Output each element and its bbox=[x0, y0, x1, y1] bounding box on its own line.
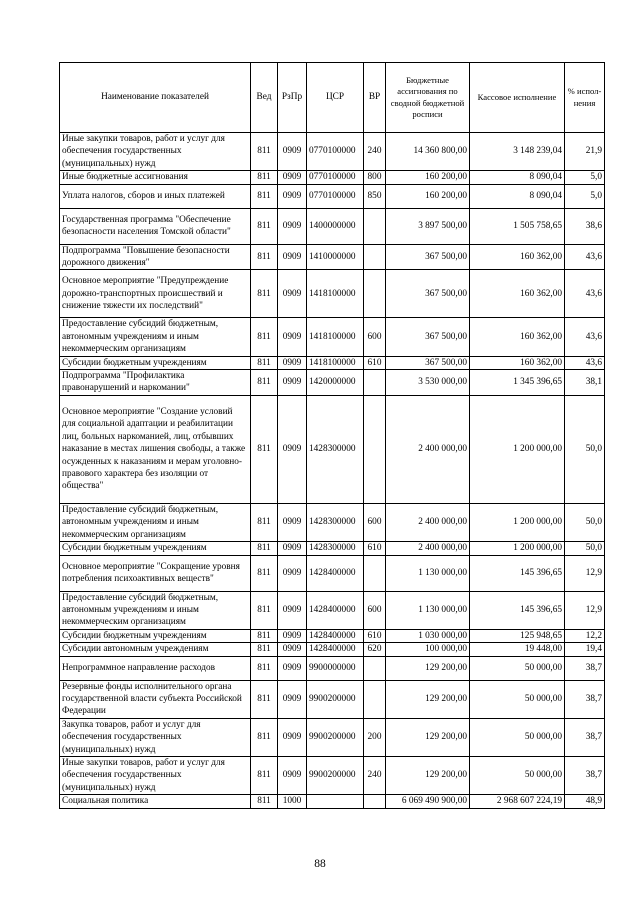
row-rzpr: 0909 bbox=[278, 629, 307, 642]
row-rzpr: 0909 bbox=[278, 370, 307, 396]
row-executed: 1 345 396,65 bbox=[470, 370, 565, 396]
row-vr: 800 bbox=[364, 171, 386, 184]
row-vr: 610 bbox=[364, 542, 386, 555]
row-csr bbox=[307, 795, 364, 808]
row-assigned: 3 530 000,00 bbox=[386, 370, 470, 396]
row-ved: 811 bbox=[251, 370, 278, 396]
table-row bbox=[60, 591, 605, 629]
row-assigned: 14 360 800,00 bbox=[386, 133, 470, 171]
row-rzpr: 0909 bbox=[278, 318, 307, 356]
row-assigned: 1 130 000,00 bbox=[386, 555, 470, 591]
row-csr: 1400000000 bbox=[307, 208, 364, 244]
row-assigned: 129 200,00 bbox=[386, 680, 470, 718]
row-assigned: 367 500,00 bbox=[386, 356, 470, 369]
row-percent: 43,6 bbox=[565, 244, 605, 270]
row-percent: 38,7 bbox=[565, 718, 605, 756]
table-row bbox=[60, 318, 605, 356]
table-row bbox=[60, 643, 605, 656]
row-executed: 1 505 758,65 bbox=[470, 208, 565, 244]
header-assigned: Бюджетные ассигнования по сводной бюджетной росписи bbox=[386, 63, 470, 133]
row-percent: 43,6 bbox=[565, 270, 605, 318]
row-percent: 43,6 bbox=[565, 356, 605, 369]
row-percent: 5,0 bbox=[565, 184, 605, 208]
row-rzpr: 0909 bbox=[278, 395, 307, 503]
header-csr: ЦСР bbox=[307, 63, 364, 133]
row-percent: 38,7 bbox=[565, 756, 605, 794]
table-body bbox=[60, 133, 605, 809]
row-name: Субсидии автономным учреждениям bbox=[60, 643, 251, 656]
row-executed: 160 362,00 bbox=[470, 244, 565, 270]
row-rzpr: 0909 bbox=[278, 133, 307, 171]
row-executed: 8 090,04 bbox=[470, 184, 565, 208]
table-row bbox=[60, 680, 605, 718]
row-name: Резервные фонды исполнительного органа государственной власти субъекта Российской Федерации bbox=[60, 680, 251, 718]
row-rzpr: 0909 bbox=[278, 656, 307, 680]
row-executed: 8 090,04 bbox=[470, 171, 565, 184]
row-ved: 811 bbox=[251, 395, 278, 503]
row-csr: 9900200000 bbox=[307, 680, 364, 718]
table-row bbox=[60, 542, 605, 555]
row-csr: 0770100000 bbox=[307, 133, 364, 171]
row-assigned: 129 200,00 bbox=[386, 718, 470, 756]
row-ved: 811 bbox=[251, 643, 278, 656]
row-csr: 1428300000 bbox=[307, 503, 364, 541]
row-name: Субсидии бюджетным учреждениям bbox=[60, 542, 251, 555]
row-assigned: 367 500,00 bbox=[386, 244, 470, 270]
row-csr: 0770100000 bbox=[307, 171, 364, 184]
row-executed: 1 200 000,00 bbox=[470, 395, 565, 503]
row-name: Иные закупки товаров, работ и услуг для обеспечения государственных (муниципальных) нужд bbox=[60, 756, 251, 794]
row-csr: 9900200000 bbox=[307, 718, 364, 756]
row-ved: 811 bbox=[251, 171, 278, 184]
row-ved: 811 bbox=[251, 503, 278, 541]
row-assigned: 129 200,00 bbox=[386, 656, 470, 680]
row-executed: 50 000,00 bbox=[470, 656, 565, 680]
row-ved: 811 bbox=[251, 680, 278, 718]
row-executed: 125 948,65 bbox=[470, 629, 565, 642]
row-assigned: 129 200,00 bbox=[386, 756, 470, 794]
row-name: Иные закупки товаров, работ и услуг для обеспечения государственных (муниципальных) нужд bbox=[60, 133, 251, 171]
row-assigned: 1 030 000,00 bbox=[386, 629, 470, 642]
table-row bbox=[60, 629, 605, 642]
row-vr bbox=[364, 680, 386, 718]
row-executed: 1 200 000,00 bbox=[470, 503, 565, 541]
row-csr: 1418100000 bbox=[307, 270, 364, 318]
row-vr bbox=[364, 208, 386, 244]
row-rzpr: 0909 bbox=[278, 542, 307, 555]
row-percent: 5,0 bbox=[565, 171, 605, 184]
row-name: Подпрограмма "Повышение безопасности дорожного движения" bbox=[60, 244, 251, 270]
row-ved: 811 bbox=[251, 756, 278, 794]
row-percent: 21,9 bbox=[565, 133, 605, 171]
row-executed: 3 148 239,04 bbox=[470, 133, 565, 171]
table-row bbox=[60, 171, 605, 184]
row-ved: 811 bbox=[251, 629, 278, 642]
row-rzpr: 0909 bbox=[278, 244, 307, 270]
row-assigned: 160 200,00 bbox=[386, 184, 470, 208]
row-vr: 600 bbox=[364, 503, 386, 541]
row-percent: 12,9 bbox=[565, 591, 605, 629]
table-row bbox=[60, 356, 605, 369]
row-name: Предоставление субсидий бюджетным, автономным учреждениям и иным некоммерческим организациям bbox=[60, 503, 251, 541]
row-executed: 145 396,65 bbox=[470, 555, 565, 591]
row-ved: 811 bbox=[251, 133, 278, 171]
header-ved: Вед bbox=[251, 63, 278, 133]
row-percent: 38,6 bbox=[565, 208, 605, 244]
row-name: Субсидии бюджетным учреждениям bbox=[60, 629, 251, 642]
table-header-row bbox=[60, 63, 605, 133]
row-vr: 610 bbox=[364, 629, 386, 642]
row-assigned: 1 130 000,00 bbox=[386, 591, 470, 629]
row-ved: 811 bbox=[251, 656, 278, 680]
row-rzpr: 0909 bbox=[278, 503, 307, 541]
row-csr: 9900000000 bbox=[307, 656, 364, 680]
row-csr: 1418100000 bbox=[307, 356, 364, 369]
row-executed: 160 362,00 bbox=[470, 318, 565, 356]
table-row bbox=[60, 244, 605, 270]
row-csr: 1410000000 bbox=[307, 244, 364, 270]
row-rzpr: 1000 bbox=[278, 795, 307, 808]
header-vr: ВР bbox=[364, 63, 386, 133]
row-name: Иные бюджетные ассигнования bbox=[60, 171, 251, 184]
table-row bbox=[60, 503, 605, 541]
row-vr: 610 bbox=[364, 356, 386, 369]
row-executed: 145 396,65 bbox=[470, 591, 565, 629]
row-rzpr: 0909 bbox=[278, 643, 307, 656]
row-rzpr: 0909 bbox=[278, 208, 307, 244]
row-csr: 1428400000 bbox=[307, 629, 364, 642]
table-row bbox=[60, 718, 605, 756]
row-rzpr: 0909 bbox=[278, 591, 307, 629]
row-vr bbox=[364, 395, 386, 503]
row-name: Субсидии бюджетным учреждениям bbox=[60, 356, 251, 369]
table-row bbox=[60, 270, 605, 318]
row-executed: 160 362,00 bbox=[470, 270, 565, 318]
row-vr: 240 bbox=[364, 133, 386, 171]
row-vr bbox=[364, 795, 386, 808]
row-rzpr: 0909 bbox=[278, 680, 307, 718]
header-percent: % испол-нения bbox=[565, 63, 605, 133]
row-executed: 50 000,00 bbox=[470, 718, 565, 756]
table-row bbox=[60, 656, 605, 680]
row-ved: 811 bbox=[251, 244, 278, 270]
header-executed: Кассовое исполнение bbox=[470, 63, 565, 133]
row-vr: 240 bbox=[364, 756, 386, 794]
row-ved: 811 bbox=[251, 270, 278, 318]
row-csr: 1428300000 bbox=[307, 395, 364, 503]
row-percent: 38,7 bbox=[565, 656, 605, 680]
row-name: Основное мероприятие "Сокращение уровня потребления психоактивных веществ" bbox=[60, 555, 251, 591]
page-number: 88 bbox=[314, 858, 326, 870]
row-vr: 600 bbox=[364, 591, 386, 629]
row-vr bbox=[364, 656, 386, 680]
row-percent: 50,0 bbox=[565, 503, 605, 541]
table-row bbox=[60, 184, 605, 208]
row-name: Социальная политика bbox=[60, 795, 251, 808]
row-name: Государственная программа "Обеспечение безопасности населения Томской области" bbox=[60, 208, 251, 244]
row-vr: 620 bbox=[364, 643, 386, 656]
row-name: Предоставление субсидий бюджетным, автономным учреждениям и иным некоммерческим организациям bbox=[60, 318, 251, 356]
row-percent: 38,7 bbox=[565, 680, 605, 718]
row-rzpr: 0909 bbox=[278, 756, 307, 794]
row-name: Закупка товаров, работ и услуг для обеспечения государственных (муниципальных) нужд bbox=[60, 718, 251, 756]
row-csr: 1428400000 bbox=[307, 591, 364, 629]
row-csr: 1420000000 bbox=[307, 370, 364, 396]
row-ved: 811 bbox=[251, 555, 278, 591]
row-name: Подпрограмма "Профилактика правонарушений и наркомании" bbox=[60, 370, 251, 396]
row-ved: 811 bbox=[251, 591, 278, 629]
row-name: Предоставление субсидий бюджетным, автономным учреждениям и иным некоммерческим организациям bbox=[60, 591, 251, 629]
row-percent: 43,6 bbox=[565, 318, 605, 356]
row-ved: 811 bbox=[251, 184, 278, 208]
row-executed: 1 200 000,00 bbox=[470, 542, 565, 555]
table-row bbox=[60, 795, 605, 808]
row-name: Основное мероприятие "Предупреждение дорожно-транспортных происшествий и снижение тяжести их последствий" bbox=[60, 270, 251, 318]
row-executed: 160 362,00 bbox=[470, 356, 565, 369]
row-vr: 600 bbox=[364, 318, 386, 356]
row-ved: 811 bbox=[251, 795, 278, 808]
row-vr bbox=[364, 244, 386, 270]
row-ved: 811 bbox=[251, 208, 278, 244]
row-percent: 19,4 bbox=[565, 643, 605, 656]
table-row bbox=[60, 208, 605, 244]
row-rzpr: 0909 bbox=[278, 270, 307, 318]
row-percent: 38,1 bbox=[565, 370, 605, 396]
row-ved: 811 bbox=[251, 542, 278, 555]
row-percent: 50,0 bbox=[565, 395, 605, 503]
table-row bbox=[60, 395, 605, 503]
row-rzpr: 0909 bbox=[278, 718, 307, 756]
row-name: Непрограммное направление расходов bbox=[60, 656, 251, 680]
row-assigned: 2 400 000,00 bbox=[386, 503, 470, 541]
row-rzpr: 0909 bbox=[278, 171, 307, 184]
row-rzpr: 0909 bbox=[278, 184, 307, 208]
row-ved: 811 bbox=[251, 718, 278, 756]
row-name: Основное мероприятие "Создание условий для социальной адаптации и реабилитации лиц, больных наркоманией, лиц, отбывших наказание в местах лишения свободы, а также осужденных к наказаниям и мерам уголовно-правового характера без изоляции от общества" bbox=[60, 395, 251, 503]
header-rzpr: РзПр bbox=[278, 63, 307, 133]
row-percent: 50,0 bbox=[565, 542, 605, 555]
row-executed: 2 968 607 224,19 bbox=[470, 795, 565, 808]
row-csr: 1418100000 bbox=[307, 318, 364, 356]
row-percent: 48,9 bbox=[565, 795, 605, 808]
row-assigned: 3 897 500,00 bbox=[386, 208, 470, 244]
row-executed: 19 448,00 bbox=[470, 643, 565, 656]
table-row bbox=[60, 133, 605, 171]
row-percent: 12,2 bbox=[565, 629, 605, 642]
row-csr: 1428300000 bbox=[307, 542, 364, 555]
row-csr: 1428400000 bbox=[307, 643, 364, 656]
row-vr bbox=[364, 270, 386, 318]
row-executed: 50 000,00 bbox=[470, 756, 565, 794]
row-ved: 811 bbox=[251, 356, 278, 369]
row-vr bbox=[364, 370, 386, 396]
row-csr: 9900200000 bbox=[307, 756, 364, 794]
table-row bbox=[60, 555, 605, 591]
row-assigned: 367 500,00 bbox=[386, 270, 470, 318]
row-csr: 0770100000 bbox=[307, 184, 364, 208]
row-assigned: 2 400 000,00 bbox=[386, 542, 470, 555]
row-assigned: 2 400 000,00 bbox=[386, 395, 470, 503]
row-rzpr: 0909 bbox=[278, 356, 307, 369]
row-assigned: 367 500,00 bbox=[386, 318, 470, 356]
row-assigned: 100 000,00 bbox=[386, 643, 470, 656]
row-ved: 811 bbox=[251, 318, 278, 356]
header-name: Наименование показателей bbox=[60, 63, 251, 133]
row-rzpr: 0909 bbox=[278, 555, 307, 591]
row-csr: 1428400000 bbox=[307, 555, 364, 591]
table-row bbox=[60, 756, 605, 794]
row-assigned: 160 200,00 bbox=[386, 171, 470, 184]
row-vr bbox=[364, 555, 386, 591]
row-executed: 50 000,00 bbox=[470, 680, 565, 718]
row-assigned: 6 069 490 900,00 bbox=[386, 795, 470, 808]
row-vr: 200 bbox=[364, 718, 386, 756]
row-name: Уплата налогов, сборов и иных платежей bbox=[60, 184, 251, 208]
row-percent: 12,9 bbox=[565, 555, 605, 591]
row-vr: 850 bbox=[364, 184, 386, 208]
table-row bbox=[60, 370, 605, 396]
budget-execution-table bbox=[59, 62, 605, 809]
